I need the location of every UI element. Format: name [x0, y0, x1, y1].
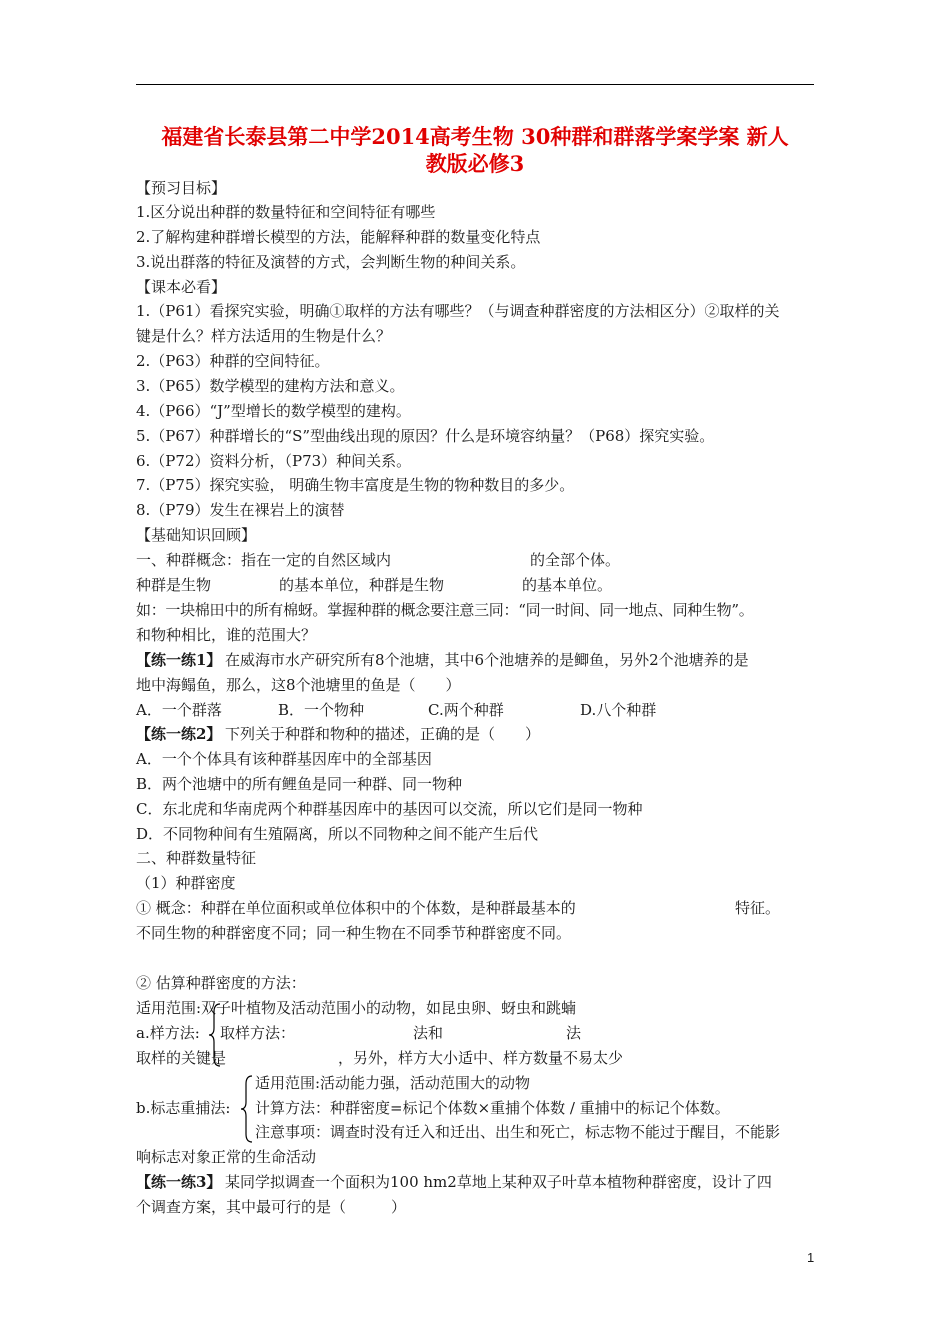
sampling-key-b: ，另外，样方大小适中、样方数量不易太少 — [338, 1049, 624, 1067]
header-rule — [136, 84, 814, 85]
exercise-3-label: 【练一练3】 — [136, 1173, 222, 1191]
document-title-line1: 福建省长泰县第二中学2014高考生物 30种群和群落学案学案 新人 — [161, 124, 789, 149]
estimation-heading: ② 估算种群密度的方法： — [136, 974, 306, 992]
quadrat-label: a.样方法: — [136, 1024, 200, 1042]
exercise-3-question-cont: 个调查方案，其中最可行的是（ ） — [136, 1198, 407, 1216]
population-unit-a: 种群是生物 — [136, 576, 212, 594]
mark-recapture-scope: 适用范围:活动能力强，活动范围大的动物 — [255, 1074, 531, 1092]
document-title-line2: 教版必修3 — [425, 151, 525, 176]
textbook-item: 4.（P66）“J”型增长的数学模型的建构。 — [136, 402, 411, 420]
exercise-3-question: 某同学拟调查一个面积为100 hm2草地上某种双子叶草本植物种群密度，设计了四 — [225, 1173, 772, 1191]
textbook-item: 1.（P61）看探究实验，明确①取样的方法有哪些？（与调查种群密度的方法相区分）②取样的关 — [136, 302, 780, 320]
textbook-item: 6.（P72）资料分析，（P73）种间关系。 — [136, 452, 412, 470]
exercise-2-option: C．东北虎和华南虎两个种群基因库中的基因可以交流，所以它们是同一物种 — [136, 800, 643, 818]
density-subheading: （1）种群密度 — [136, 874, 236, 892]
mark-recapture-label: b.标志重捕法: — [136, 1099, 231, 1117]
quadrat-scope: 适用范围:双子叶植物及活动范围小的动物，如昆虫卵、蚜虫和跳蝻 — [136, 999, 577, 1017]
exercise-2-option: A．一个个体具有该种群基因库中的全部基因 — [136, 750, 432, 768]
page-number: 1 — [807, 1250, 815, 1265]
population-example-1: 如：一块棉田中的所有棉蚜。掌握种群的概念要注意三同：“同一时间、同一地点、同种生物”。 — [136, 601, 754, 619]
section-2-heading: 二、种群数量特征 — [136, 849, 257, 867]
exercise-1-question-cont: 地中海鳎鱼，那么，这8个池塘里的鱼是（ ） — [136, 676, 461, 694]
density-concept-a: ① 概念：种群在单位面积或单位体积中的个体数，是种群最基本的 — [136, 899, 576, 917]
sampling-method-a: 取样方法： — [220, 1024, 296, 1042]
sampling-method-b: 法和 — [413, 1024, 444, 1042]
population-unit-c: 的基本单位。 — [522, 576, 613, 594]
mark-recapture-calc: 计算方法：种群密度=标记个体数×重捕个体数 / 重捕中的标记个体数。 — [255, 1099, 730, 1117]
exercise-1-option: D.八个种群 — [580, 701, 657, 719]
mark-recapture-brace-icon — [240, 1074, 254, 1144]
basics-heading: 【基础知识回顾】 — [136, 526, 257, 544]
sampling-key-a: 取样的关键是 — [136, 1049, 227, 1067]
exercise-1-option: B．一个物种 — [278, 701, 365, 719]
population-concept-a: 一、种群概念：指在一定的自然区域内 — [136, 551, 392, 569]
textbook-item: 键是什么？样方法适用的生物是什么？ — [136, 327, 392, 345]
textbook-heading: 【课本必看】 — [136, 278, 227, 296]
quadrat-brace-icon — [208, 1002, 222, 1068]
textbook-item: 3.（P65）数学模型的建构方法和意义。 — [136, 377, 405, 395]
preview-item: 1.区分说出种群的数量特征和空间特征有哪些 — [136, 203, 436, 221]
density-concept-b: 特征。 — [735, 899, 781, 917]
preview-item: 3.说出群落的特征及演替的方式，会判断生物的种间关系。 — [136, 253, 526, 271]
exercise-1-question: 在威海市水产研究所有8个池塘，其中6个池塘养的是鲫鱼，另外2个池塘养的是 — [225, 651, 749, 669]
population-unit-b: 的基本单位，种群是生物 — [279, 576, 445, 594]
sampling-method-c: 法 — [566, 1024, 582, 1042]
textbook-item: 8.（P79）发生在裸岩上的演替 — [136, 501, 345, 519]
textbook-item: 2.（P63）种群的空间特征。 — [136, 352, 330, 370]
exercise-2-option: D．不同物种间有生殖隔离，所以不同物种之间不能产生后代 — [136, 825, 539, 843]
population-concept-b: 的全部个体。 — [530, 551, 621, 569]
exercise-2-question: 下列关于种群和物种的描述，正确的是（ ） — [225, 725, 541, 743]
exercise-1-option: C.两个种群 — [428, 701, 504, 719]
exercise-2-option: B．两个池塘中的所有鲤鱼是同一种群、同一物种 — [136, 775, 463, 793]
textbook-item: 7.（P75）探究实验， 明确生物丰富度是生物的物种数目的多少。 — [136, 476, 575, 494]
mark-recapture-note: 注意事项：调查时没有迁入和迁出、出生和死亡，标志物不能过于醒目，不能影 — [255, 1123, 781, 1141]
preview-heading: 【预习目标】 — [136, 179, 227, 197]
population-example-2: 和物种相比，谁的范围大？ — [136, 626, 317, 644]
preview-item: 2.了解构建种群增长模型的方法，能解释种群的数量变化特点 — [136, 228, 541, 246]
density-note: 不同生物的种群密度不同；同一种生物在不同季节种群密度不同。 — [136, 924, 572, 942]
exercise-1-label: 【练一练1】 — [136, 651, 222, 669]
mark-recapture-note-cont: 响标志对象正常的生命活动 — [136, 1148, 317, 1166]
exercise-2-label: 【练一练2】 — [136, 725, 222, 743]
textbook-item: 5.（P67）种群增长的“S”型曲线出现的原因？什么是环境容纳量？（P68）探究实验。 — [136, 427, 715, 445]
exercise-1-option: A．一个群落 — [136, 701, 222, 719]
